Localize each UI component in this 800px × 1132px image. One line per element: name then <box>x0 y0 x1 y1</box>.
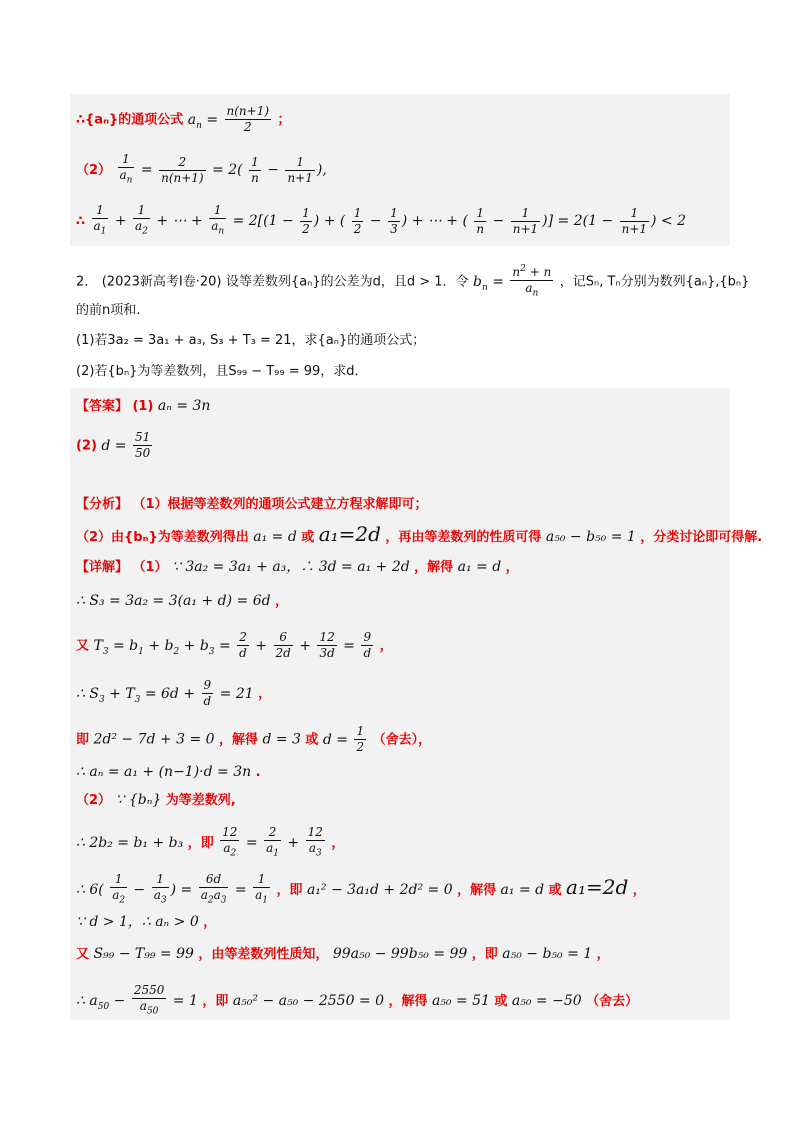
detail-d4-formula: ∴ $S_3 + T_3 = 6d$ + $\frac{9}{d}$ = 21 <box>76 678 254 708</box>
prev-line-2 <box>76 152 327 188</box>
prev-line-3 <box>76 203 686 239</box>
problem-part-2 <box>76 361 368 382</box>
analysis-part-1: （1）根据等差数列的通项公式建立方程求解即可； <box>132 497 428 512</box>
detail-line-2 <box>76 591 288 612</box>
detail-d8-b: ，即 <box>187 836 214 852</box>
problem-number: 2． <box>76 274 98 290</box>
detail-d4-b: ， <box>258 686 272 702</box>
detail-d10-b: ， <box>203 915 217 930</box>
detail-d12-e: a₅₀ = 51 <box>431 993 490 1010</box>
detail-line-11 <box>76 944 610 965</box>
prev-line-1-end: ； <box>277 112 291 128</box>
detail-d1-d: a₁ = d <box>457 559 502 575</box>
detail-d6-a: ∴ aₙ = a₁ + (n−1)·d = 3n <box>76 764 252 780</box>
detail-d9-g: a₁=2d <box>566 875 629 900</box>
detail-d11-b: S₉₉ − T₉₉ = 99 <box>93 946 194 962</box>
detail-d5-b: 2d² − 7d + 3 = 0 <box>93 731 215 748</box>
analysis-p2-a: （2）由{bₙ}为等差数列得出 <box>76 530 249 545</box>
detail-d8-d: ， <box>331 836 345 852</box>
detail-d11-c: ，由等差数列性质知， <box>198 947 329 962</box>
analysis-line-2 <box>76 524 762 548</box>
detail-d2-b: ， <box>275 594 289 609</box>
detail-d1-c: ，解得 <box>414 560 454 575</box>
problem-line-1 <box>76 262 749 301</box>
answer-line-1 <box>76 396 210 417</box>
detail-d9-c: a₁² − 3a₁d + 2d² = 0 <box>306 882 453 899</box>
detail-d9-e: a₁ = d <box>500 882 545 899</box>
detail-d11-e: ，即 <box>471 947 498 962</box>
detail-d8-a: ∴ 2b₂ = b₁ + b₃ <box>76 835 184 852</box>
problem-stem-c: 的前n项和. <box>76 303 141 318</box>
detail-d11-f: a₅₀ − b₅₀ = 1 <box>502 946 593 962</box>
analysis-line-1 <box>76 494 428 515</box>
problem-bn-formula: $b_n$ = $\frac{n^2 + n}{a_n}$ <box>473 264 552 299</box>
detail-line-1 <box>76 557 519 578</box>
detail-d5-c: ，解得 <box>218 732 258 748</box>
detail-d9-d: ，解得 <box>457 883 497 899</box>
answer-line-2 <box>76 430 154 461</box>
analysis-p2-g: ，分类讨论即可得解. <box>640 530 763 545</box>
detail-d9-f: 或 <box>548 883 562 899</box>
detail-d5-f: d = $\frac{1}{2}$ <box>322 724 365 754</box>
detail-line-6 <box>76 762 261 783</box>
problem-line-2 <box>76 300 140 321</box>
prev-line-3-formula: $\frac{1}{a_1}$ + $\frac{1}{a_2}$ + ⋯ + $\frac{1}{a_n}$ = 2[(1 − $\frac{1}{2}$ ) + ( $\frac{1}{2}$ − $\frac{1}{3}$ ) + ⋯ + ( $\frac{1}{n}$ − $\frac{1}{n+1}$ )] = 2(1 − $\frac{1}{n+1}$ ) < 2 <box>93 203 687 237</box>
detail-d2-a: ∴ S₃ = 3a₂ = 3(a₁ + d) = 6d <box>76 593 271 609</box>
answer-2-label: (2) <box>76 438 97 454</box>
analysis-p2-c: 或 <box>301 530 315 545</box>
detail-line-4 <box>76 678 271 709</box>
prev-line-3-prefix: ∴ <box>76 214 86 230</box>
analysis-p2-f: a₅₀ − b₅₀ = 1 <box>545 529 636 545</box>
answer-1-label: (1) <box>132 399 154 414</box>
detail-d12-f: 或 <box>494 994 508 1010</box>
detail-d12-h: （舍去） <box>586 994 639 1010</box>
detail-d6-b: . <box>255 765 261 780</box>
problem-part-1 <box>76 330 425 351</box>
detail-d12-c: a₅₀² − a₅₀ − 2550 = 0 <box>232 993 385 1010</box>
detail-d1-e: ， <box>505 560 519 575</box>
detail-line-12 <box>76 983 638 1019</box>
problem-source: (2023新高考Ⅰ卷·20) <box>101 274 222 290</box>
analysis-p2-d: a₁=2d <box>318 522 381 546</box>
detail-line-8 <box>76 825 344 861</box>
detail-d1-b: ∵ 3a₂ = 3a₁ + a₃，∴ 3d = a₁ + 2d <box>171 559 410 575</box>
detail-d12-b: ，即 <box>202 994 229 1010</box>
detail-d10-a: ∵ d > 1，∴ aₙ > 0 <box>76 914 199 930</box>
detail-d3-formula: $T_3 = b_1 + b_2 + b_3$ = $\frac{2}{d}$ + $\frac{6}{2d}$ + $\frac{12}{3d}$ = $\frac{9}{d}$ <box>93 630 372 660</box>
answer-2-value: d = $\frac{51}{50}$ <box>101 430 151 460</box>
detail-d11-a: 又 <box>76 947 90 962</box>
detail-d7-b: ∵ {bₙ} <box>115 792 162 808</box>
detail-d7-c: 为等差数列, <box>165 793 236 808</box>
detail-d9-b: ，即 <box>276 883 303 899</box>
detail-d9-a: ∴ 6( $\frac{1}{a_2}$ − $\frac{1}{a_3}$ ) = $\frac{6d}{a_2a_3}$ = $\frac{1}{a_1}$ <box>76 872 269 906</box>
problem-part-1-text: (1)若3a₂ = 3a₁ + a₃, S₃ + T₃ = 21，求{aₙ}的通项公式； <box>76 333 426 348</box>
detail-d8-c: $\frac{12}{a_2}$ = $\frac{2}{a_1}$ + $\frac{12}{a_3}$ <box>222 825 323 859</box>
analysis-label: 【分析】 <box>76 497 129 512</box>
detail-line-5 <box>76 724 431 755</box>
prev-line-1-text: ∴{aₙ}的通项公式 <box>76 112 184 128</box>
detail-d11-g: ， <box>596 947 610 962</box>
detail-d5-d: d = 3 <box>262 731 301 748</box>
detail-label: 【详解】 <box>76 560 129 575</box>
detail-d11-d: 99a₅₀ − 99b₅₀ = 99 <box>332 946 468 962</box>
prev-line-2-formula: $\frac{1}{a_n}$ = $\frac{2}{n(n+1)}$ = 2( $\frac{1}{n}$ − $\frac{1}{n+1}$ ), <box>119 152 327 186</box>
prev-line-2-label: （2） <box>76 163 112 179</box>
detail-d12-g: a₅₀ = −50 <box>511 993 582 1010</box>
analysis-p2-b: a₁ = d <box>253 529 297 545</box>
detail-d3-a: 又 <box>76 638 90 654</box>
prev-line-1-formula: $a_n$ = $\frac{n(n+1)}{2}$ <box>187 104 270 134</box>
detail-line-3 <box>76 630 393 661</box>
answer-1-value: aₙ = 3n <box>157 398 211 414</box>
detail-d9-h: ， <box>632 883 646 899</box>
detail-d5-e: 或 <box>305 732 319 748</box>
problem-stem-b: ，记Sₙ, Tₙ分别为数列{aₙ},{bₙ} <box>559 274 750 290</box>
detail-line-7 <box>76 790 236 811</box>
detail-d5-g: （舍去）， <box>372 732 432 748</box>
detail-line-9 <box>76 872 646 908</box>
detail-d7-a: （2） <box>76 793 112 808</box>
detail-d12-d: ，解得 <box>388 994 428 1010</box>
detail-line-10 <box>76 912 216 933</box>
detail-d1-a: （1） <box>132 560 168 575</box>
detail-d12-a: ∴ $a_{50}$ − $\frac{2550}{a_{50}}$ = 1 <box>76 983 198 1017</box>
detail-d3-c: ， <box>379 638 393 654</box>
problem-part-2-text: (2)若{bₙ}为等差数列，且S₉₉ − T₉₉ = 99，求d． <box>76 364 368 379</box>
prev-line-1 <box>76 104 291 135</box>
detail-d5-a: 即 <box>76 732 90 748</box>
analysis-p2-e: ，再由等差数列的性质可得 <box>385 530 542 545</box>
problem-stem-a: 设等差数列{aₙ}的公差为d，且d > 1．令 <box>225 274 469 290</box>
answer-label: 【答案】 <box>76 399 129 414</box>
